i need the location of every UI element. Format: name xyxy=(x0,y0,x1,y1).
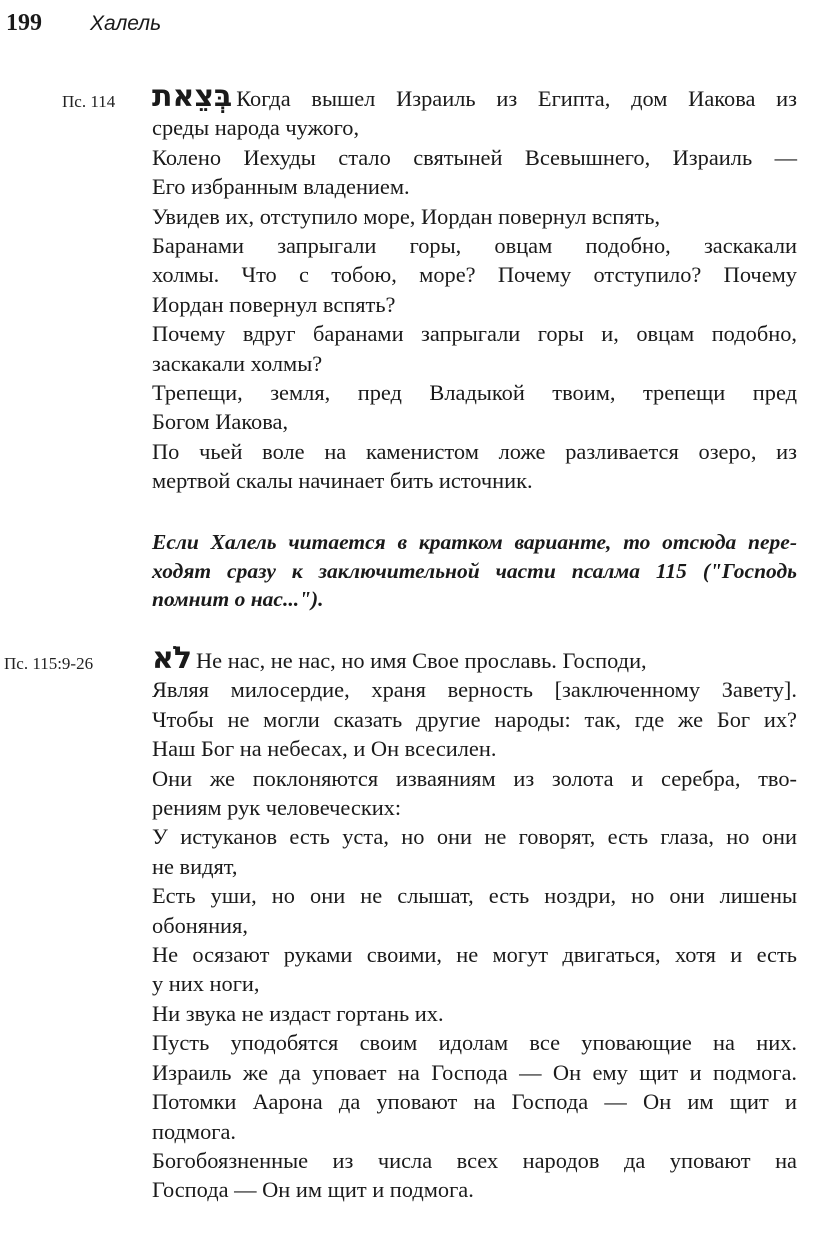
running-title: Халель xyxy=(90,12,162,35)
psalm-114-reference: Пс. 114 xyxy=(62,92,116,111)
psalm-line: Баранами запрыгали горы, овцам подобно, заскакали xyxy=(152,233,797,259)
psalm-115-text xyxy=(152,641,797,1205)
page-header xyxy=(0,10,816,44)
psalm-line: Богобоязненные из числа всех народов да уповают на xyxy=(152,1147,797,1173)
psalm-line: По чьей воле на каменистом ложе разливается озеро, из xyxy=(152,438,797,464)
psalm-line: Трепещи, земля, пред Владыкой твоим, трепещи пред xyxy=(152,380,797,406)
psalm-114-text xyxy=(152,79,797,496)
page-number: 199 xyxy=(6,10,42,36)
psalm-line: Они же поклоняются изваяниям из золота и серебра, тво- xyxy=(152,765,797,791)
psalm-line: обоняния, xyxy=(152,912,248,938)
psalm-line: בְּצֵאת Когда вышел Израиль из Египта, дом Иакова из xyxy=(152,79,797,114)
instruction-line: Если Халель читается в кратком варианте, то отсюда пере- xyxy=(152,530,797,554)
psalm-115-reference: Пс. 115:9-26 xyxy=(4,654,94,673)
psalm-line: Потомки Аарона да уповают на Господа — Он им щит и xyxy=(152,1089,797,1115)
psalm-line: Пусть уподобятся своим идолам все уповающие на них. xyxy=(152,1030,797,1056)
reading-instruction xyxy=(152,528,797,614)
psalm-line: Колено Иехуды стало святыней Всевышнего, Израиль — xyxy=(152,144,797,170)
psalm-line: у них ноги, xyxy=(152,971,260,997)
psalm-line: Есть уши, но они не слышат, есть ноздри, но они лишены xyxy=(152,883,797,909)
psalm-line: Являя милосердие, храня верность [заключенному Завету]. xyxy=(152,677,797,703)
psalm-line: Увидев их, отступило море, Иордан повернул вспять, xyxy=(152,203,661,229)
psalm-line: לֹא Не нас, не нас, но имя Свое прославь. Господи, xyxy=(152,641,647,676)
psalm-line: У истуканов есть уста, но они не говорят, есть глаза, но они xyxy=(152,824,797,850)
psalm-line: Иордан повернул вспять? xyxy=(152,291,396,317)
psalm-line: холмы. Что с тобою, море? Почему отступило? Почему xyxy=(152,262,797,288)
psalm-line: подмога. xyxy=(152,1118,237,1144)
psalm-line: Наш Бог на небесах, и Он всесилен. xyxy=(152,736,497,762)
psalm-line: среды народа чужого, xyxy=(152,115,360,141)
hebrew-initial-word: לֹא xyxy=(152,641,192,676)
psalm-line: Чтобы не могли сказать другие народы: так, где же Бог их? xyxy=(152,706,797,732)
psalm-line: Богом Иакова, xyxy=(152,409,289,435)
psalm-line: Его избранным владением. xyxy=(152,174,410,200)
psalm-line: мертвой скалы начинает бить источник. xyxy=(152,468,533,494)
psalm-line: Ни звука не издаст гортань их. xyxy=(152,1000,444,1026)
psalm-line: рениям рук человеческих: xyxy=(152,795,402,821)
psalm-line: Не осязают руками своими, не могут двигаться, хотя и есть xyxy=(152,942,797,968)
psalm-line: не видят, xyxy=(152,853,238,879)
instruction-line: помнит о нас..."). xyxy=(152,587,324,611)
hebrew-initial-word: בְּצֵאת xyxy=(152,79,233,114)
psalm-line: Израиль же да уповает на Господа — Он ему щит и подмога. xyxy=(152,1059,797,1085)
psalm-line: Почему вдруг баранами запрыгали горы и, овцам подобно, xyxy=(152,321,797,347)
psalm-line: Господа — Он им щит и подмога. xyxy=(152,1177,474,1203)
psalm-line: заскакали холмы? xyxy=(152,350,323,376)
instruction-line: ходят сразу к заключительной части псалма 115 ("Господь xyxy=(152,558,797,583)
